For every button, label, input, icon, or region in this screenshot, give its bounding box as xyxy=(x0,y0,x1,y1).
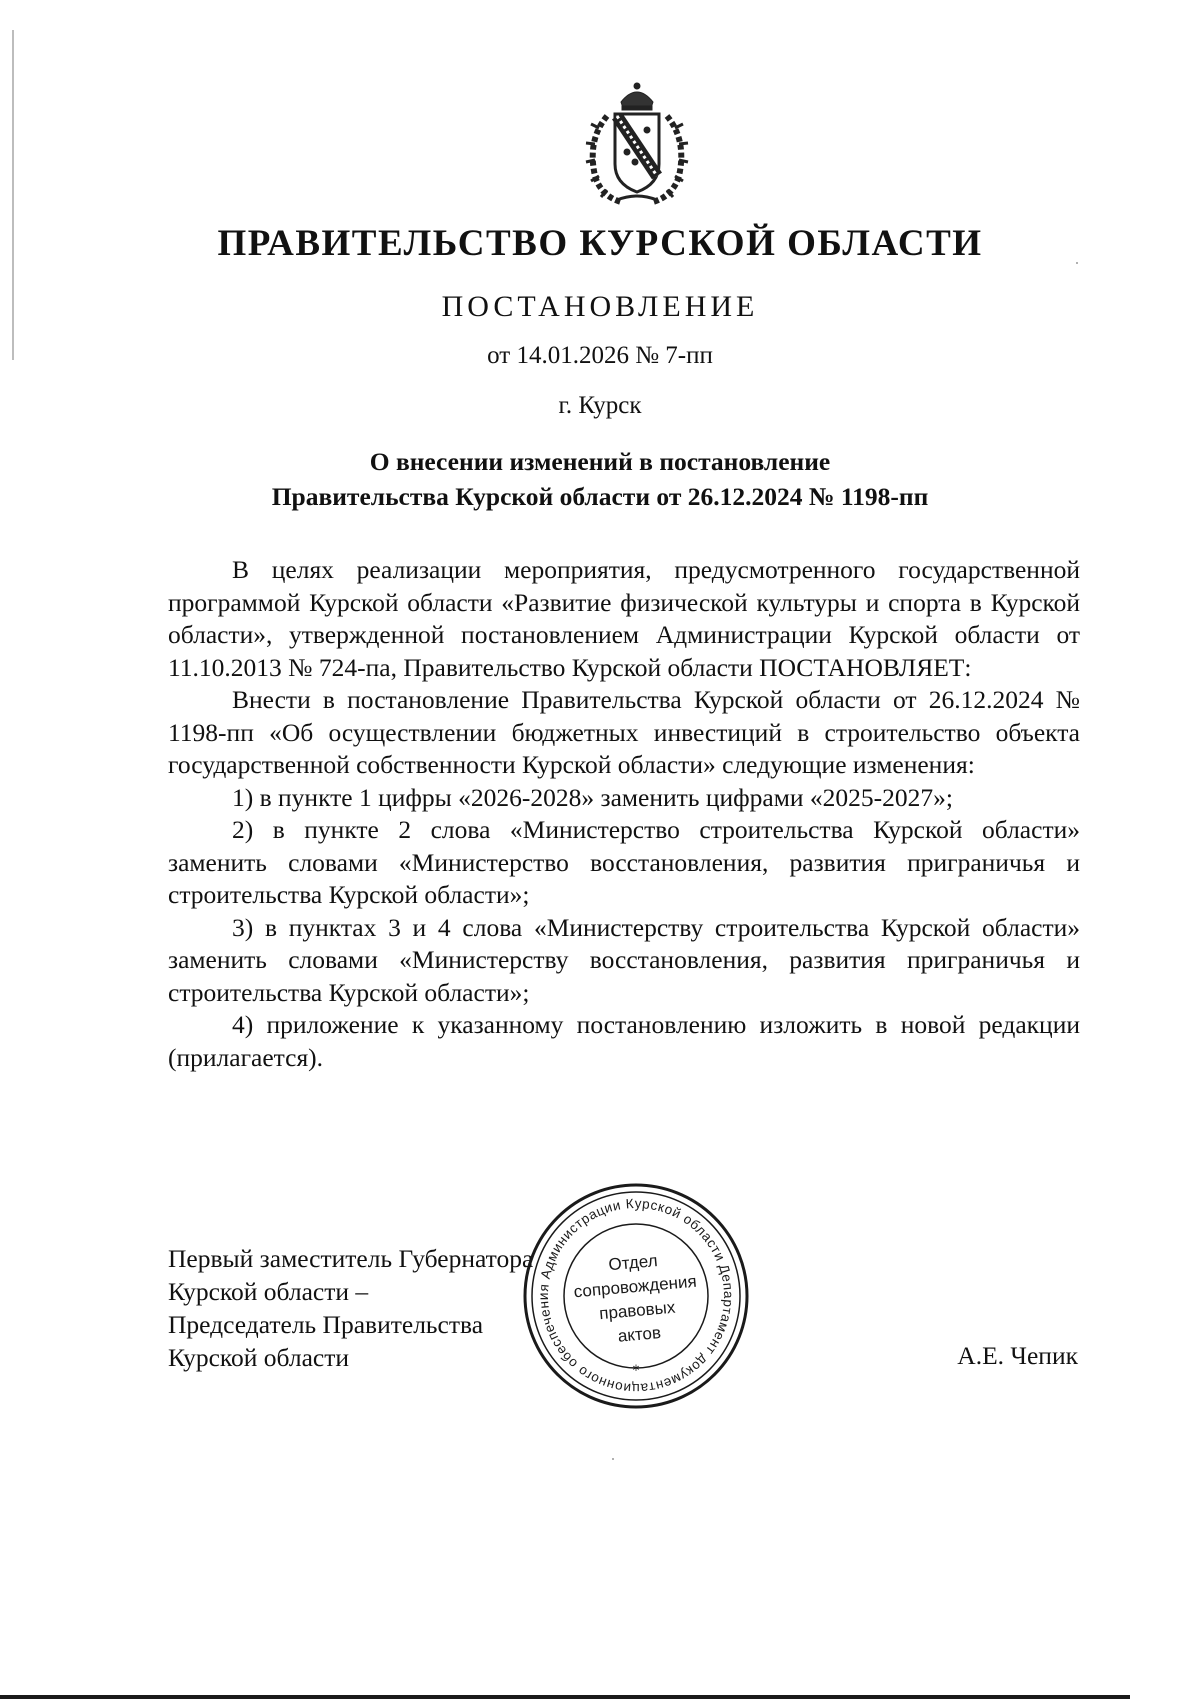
document-type: ПОСТАНОВЛЕНИЕ xyxy=(441,290,759,323)
document-subject xyxy=(0,444,1200,514)
signatory-name: А.Е. Чепик xyxy=(957,1341,1078,1370)
body-paragraph: В целях реализации мероприятия, предусмотренного государственной программой Курской области «Развитие физической культуры и спорта в Курской области», утвержденной постановлением Администрации Курской области от 11.10.2013 № 724-па, Правительство Курской области ПОСТАНОВЛЯЕТ: xyxy=(168,555,1080,682)
official-stamp xyxy=(520,1180,752,1412)
government-title: ПРАВИТЕЛЬСТВО КУРСКОЙ ОБЛАСТИ xyxy=(217,223,983,264)
position-line: Курской области – xyxy=(168,1277,369,1306)
body-paragraph: 4) приложение к указанному постановлению изложить в новой редакции (прилагается). xyxy=(168,1010,1080,1072)
stamp-ring-text: Департамент документационного обеспечения Администрации Курской области xyxy=(535,1195,737,1397)
body-paragraph: Внести в постановление Правительства Курской области от 26.12.2024 № 1198-пп «Об осуществлении бюджетных инвестиций в строительство объекта государственной собственности Курской области» следующие изменения: xyxy=(168,685,1080,779)
document-date-number: от 14.01.2026 № 7-пп xyxy=(487,342,713,369)
body-paragraph: 2) в пункте 2 слова «Министерство строительства Курской области» заменить словами «Министерство восстановления, развития приграничья и строительства Курской области»; xyxy=(168,815,1080,909)
position-line: Курской области xyxy=(168,1343,350,1372)
signatory-position xyxy=(168,1242,533,1374)
stamp-center-line: актов xyxy=(617,1323,662,1346)
body-paragraph: 1) в пункте 1 цифры «2026-2028» заменить цифрами «2025-2027»; xyxy=(232,782,953,812)
position-line: Председатель Правительства xyxy=(168,1310,484,1339)
stamp-star: * xyxy=(632,1363,640,1379)
scan-speck xyxy=(612,1458,614,1460)
stamp-center-line: правовых xyxy=(598,1297,677,1324)
document-body xyxy=(168,554,1080,1074)
coat-of-arms-emblem xyxy=(577,80,697,208)
subject-line: О внесении изменений в постановление xyxy=(369,447,831,476)
scan-edge-line xyxy=(0,1695,1130,1699)
document-city: г. Курск xyxy=(558,392,642,419)
position-line: Первый заместитель Губернатора xyxy=(168,1244,534,1273)
body-paragraph: 3) в пунктах 3 и 4 слова «Министерству строительства Курской области» заменить словами «Министерству восстановления, развития приграничья и строительства Курской области»; xyxy=(168,912,1080,1007)
stamp-center-line: сопровождения xyxy=(572,1271,698,1302)
stamp-center-line: Отдел xyxy=(607,1251,659,1275)
subject-line: Правительства Курской области от 26.12.2024 № 1198-пп xyxy=(271,482,929,511)
